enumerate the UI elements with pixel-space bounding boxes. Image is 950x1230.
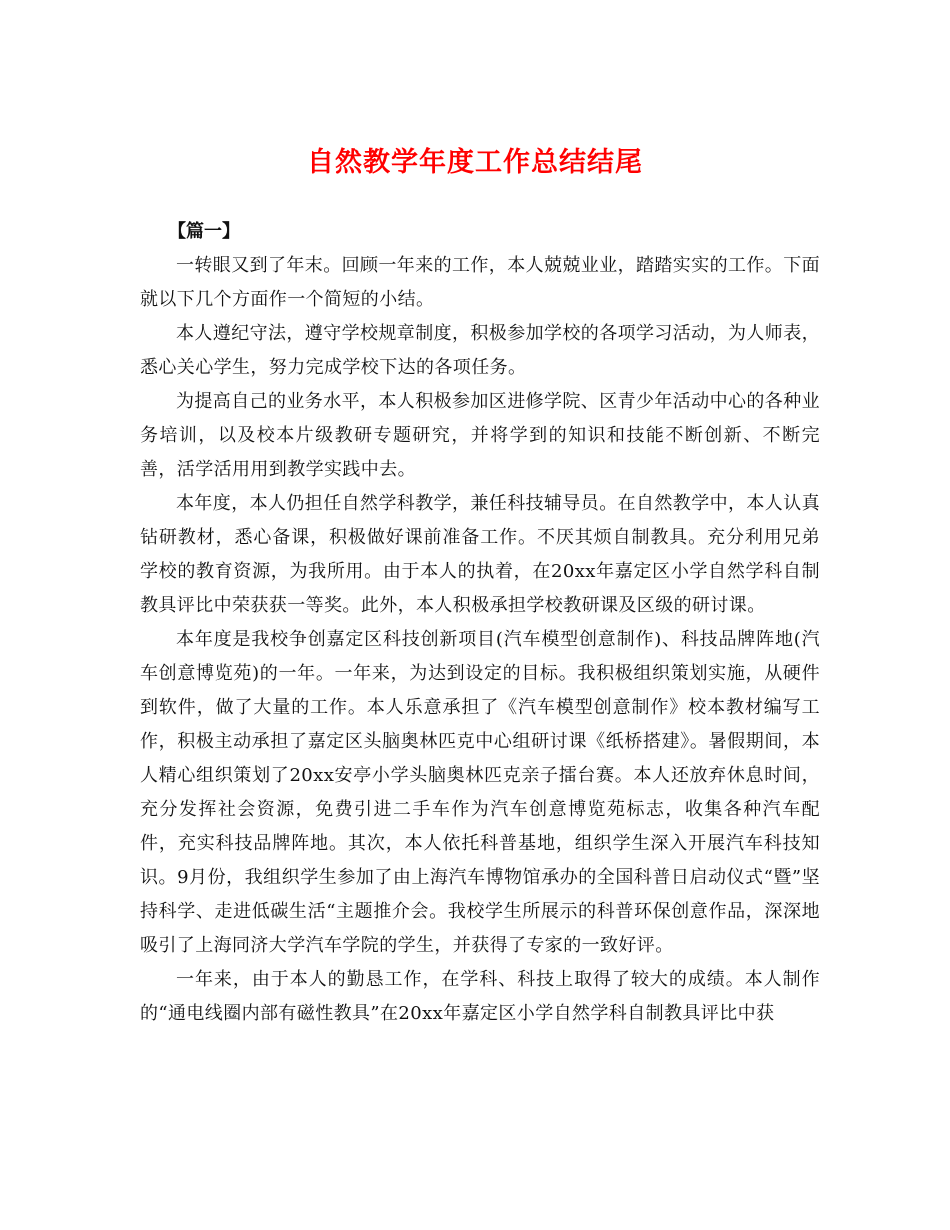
paragraph: 本年度，本人仍担任自然学科教学，兼任科技辅导员。在自然教学中，本人认真钻研教材，悉心备课，积极做好课前准备工作。不厌其烦自制教具。充分利用兄弟学校的教育资源，为我所用。由于本人的执着，在20xx年嘉定区小学自然学科自制教具评比中荣获获一等奖。此外，本人积极承担学校教研课及区级的研讨课。 bbox=[140, 493, 820, 616]
paragraph: 本人遵纪守法，遵守学校规章制度，积极参加学校的各项学习活动，为人师表，悉心关心学生，努力完成学校下达的各项任务。 bbox=[140, 323, 820, 378]
paragraph: 一年来，由于本人的勤恳工作，在学科、科技上取得了较大的成绩。本人制作的“通电线圈内部有磁性教具”在20xx年嘉定区小学自然学科自制教具评比中获 bbox=[140, 969, 820, 1024]
paragraph: 为提高自己的业务水平，本人积极参加区进修学院、区青少年活动中心的各种业务培训，以及校本片级教研专题研究，并将学到的知识和技能不断创新、不断完善，活学活用用到教学实践中去。 bbox=[140, 391, 820, 480]
section-label: 【篇一】 bbox=[168, 221, 240, 242]
paragraph: 本年度是我校争创嘉定区科技创新项目(汽车模型创意制作)、科技品牌阵地(汽车创意博览苑)的一年。一年来，为达到设定的目标。我积极组织策划实施，从硬件到软件，做了大量的工作。本人乐意承担了《汽车模型创意制作》校本教材编写工作，积极主动承担了嘉定区头脑奥林匹克中心组研讨课《纸桥搭建》。暑假期间，本人精心组织策划了20xx安亭小学头脑奥林匹克亲子擂台赛。本人还放弃休息时间，充分发挥社会资源，免费引进二手车作为汽车创意博览苑标志，收集各种汽车配件，充实科技品牌阵地。其次，本人依托科普基地，组织学生深入开展汽车科技知识。9月份，我组织学生参加了由上海汽车博物馆承办的全国科普日启动仪式“暨”坚持科学、走进低碳生活“主题推介会。我校学生所展示的科普环保创意作品，深深地吸引了上海同济大学汽车学院的学生，并获得了专家的一致好评。 bbox=[140, 629, 820, 956]
document-title: 自然教学年度工作总结结尾 bbox=[307, 147, 643, 178]
paragraph: 一转眼又到了年末。回顾一年来的工作，本人兢兢业业，踏踏实实的工作。下面就以下几个方面作一个简短的小结。 bbox=[140, 255, 820, 310]
document-body bbox=[140, 215, 820, 1031]
